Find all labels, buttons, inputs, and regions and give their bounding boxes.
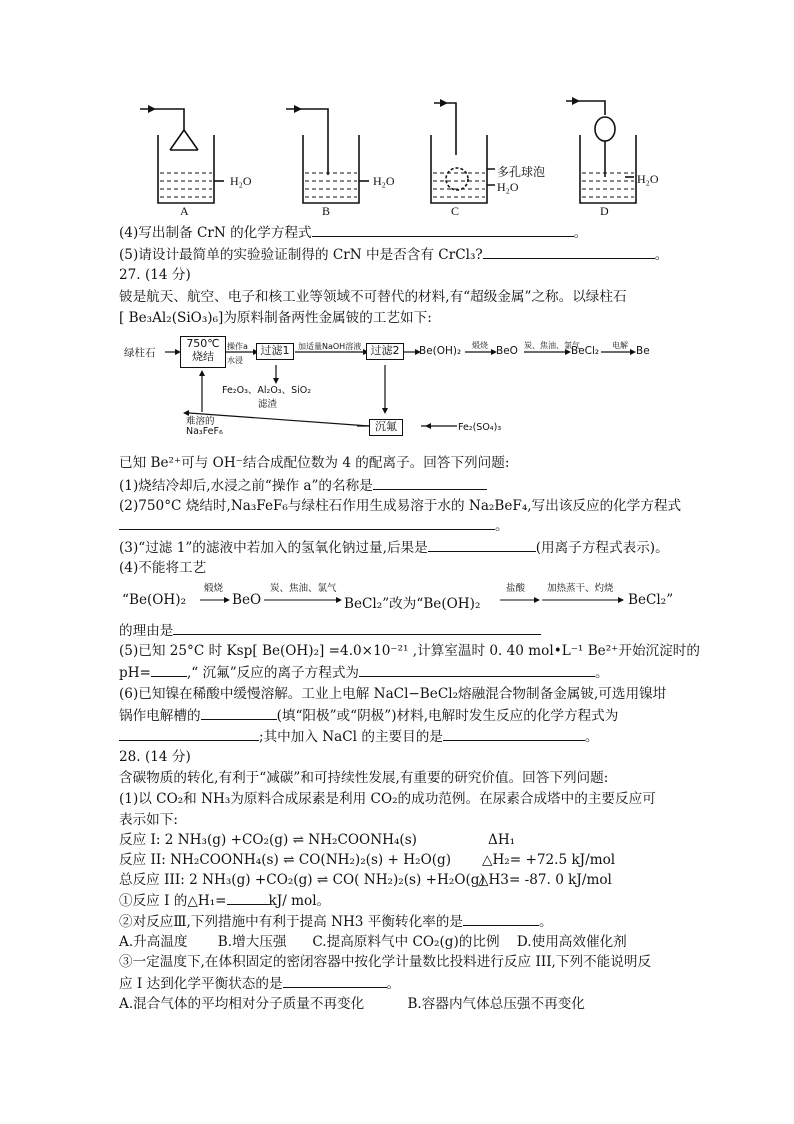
answer-blank[interactable]	[227, 891, 269, 905]
answer-blank[interactable]	[463, 912, 539, 926]
answer-blank[interactable]	[119, 727, 259, 741]
q28-s3-options: A.混合气体的平均相对分子质量不再变化 B.容器内气体总压强不再变化	[119, 996, 585, 1012]
flow-fe2so4: Fe₂(SO₄)₃	[458, 422, 502, 433]
q27-known: 已知 Be²⁺可与 OH⁻结合成配位数为 4 的配离子。回答下列问题:	[119, 455, 510, 471]
q27-q1-text: (1)烧结冷却后,水浸之前“操作 a”的名称是	[119, 478, 373, 494]
label-h2o-c: H₂O	[497, 180, 519, 194]
answer-blank[interactable]	[312, 223, 574, 237]
q28-s3-line2: 应 I 达到化学平衡状态的是 。	[119, 976, 401, 992]
q27-q4-reason-text: 的理由是	[119, 623, 174, 639]
eq-cl-cond: 炭、焦油、氯气	[270, 583, 337, 594]
flow-elec: 电解	[612, 341, 628, 350]
flow-start: 绿柱石	[124, 347, 156, 359]
q27-q6-line2	[119, 706, 618, 725]
q27-q3-suffix: (用离子方程式表示)。	[535, 540, 669, 556]
flow-calc: 煅烧	[472, 341, 488, 350]
flow-residue: Fe₂O₃、Al₂O₃、SiO₂	[222, 385, 312, 396]
q27-q1	[119, 476, 487, 495]
eq-calc: 煅烧	[204, 583, 224, 594]
label-d: D	[600, 204, 609, 218]
flow-naoh: 加适量NaOH溶液	[298, 342, 362, 351]
apparatus-figure	[120, 95, 640, 220]
eq-hcl: 盐酸	[506, 583, 526, 594]
q27-q3	[119, 538, 669, 557]
flow-water: 水浸	[227, 356, 243, 365]
flow-becl2: BeCl₂	[571, 345, 600, 357]
q28-header: 28. (14 分)	[119, 749, 191, 765]
eq-becl2-b: BeCl₂”	[628, 592, 674, 608]
label-a: A	[180, 204, 189, 218]
answer-blank[interactable]	[483, 245, 655, 259]
flow-insol: 难溶的	[186, 416, 215, 427]
q27-header: 27. (14 分)	[119, 267, 191, 283]
flow-filter2-box: 过滤2	[366, 343, 404, 360]
q28-s3: ③一定温度下,在体积固定的密闭容器中按化学计量数比投料进行反应 III,下列不能说明反	[119, 954, 652, 970]
q27-q6-text-3: ;其中加入 NaCl 的主要目的是	[259, 729, 443, 745]
answer-blank[interactable]	[173, 621, 541, 635]
q27-q6-text-2: (填“阳极”或“阴极”)材料,电解时发生反应的化学方程式为	[276, 708, 619, 724]
answer-blank[interactable]	[201, 706, 277, 720]
eq-beoh2-a: “Be(OH)₂	[122, 592, 187, 608]
q27-q5-text: ,“ 沉氟”反应的离子方程式为	[186, 665, 360, 681]
q28-q1: (1)以 CO₂和 NH₃为原料合成尿素是利用 CO₂的成功范例。在尿素合成塔中的主要反应可	[119, 791, 656, 807]
flow-na3fef6: Na₃FeF₆	[186, 426, 223, 437]
q28-s2-options: A.升高温度 B.增大压强 C.提高原料气中 CO₂(g)的比例 D.使用高效催化剂	[119, 934, 627, 950]
flow-be: Be	[636, 345, 650, 357]
eq-beo: BeO	[232, 592, 262, 608]
q28-s2: ②对反应Ⅲ,下列措施中有利于提高 NH3 平衡转化率的是 。	[119, 914, 553, 930]
label-h2o-b: H₂O	[373, 174, 395, 188]
label-h2o-d: H₂O	[637, 172, 659, 186]
q26-q5: (5)请设计最简单的实验验证制得的 CrN 中是否含有 CrCl₃? 。	[119, 247, 669, 263]
q28-s2-text: ②对反应Ⅲ,下列措施中有利于提高 NH3 平衡转化率的是	[119, 914, 463, 930]
q27-q3-text: (3)“过滤 1”的滤液中若加入的氢氧化钠过量,后果是	[119, 540, 428, 556]
answer-blank[interactable]	[373, 476, 487, 490]
q26-q4-text: (4)写出制备 CrN 的化学方程式	[119, 225, 312, 241]
q27-q6-text-1: 锅作电解槽的	[119, 708, 201, 724]
q26-q4: (4)写出制备 CrN 的化学方程式 。	[119, 225, 588, 241]
label-b: B	[322, 204, 331, 218]
q26-q5-text: (5)请设计最简单的实验验证制得的 CrN 中是否含有 CrCl₃?	[119, 247, 483, 263]
eq-evap: 加热蒸干、灼烧	[547, 583, 614, 594]
label-h2o-a: H₂O	[230, 174, 252, 188]
q28-s1	[119, 891, 330, 910]
flow-sinter-box: 750℃ 烧结	[180, 336, 226, 368]
flow-beoh2: Be(OH)₂	[419, 345, 462, 357]
q28-r2: 反应 II: NH₂COONH₄(s) ⇌ CO(NH₂)₂(s) + H₂O(g)	[119, 852, 452, 868]
flow-filter1-box: 过滤1	[256, 343, 294, 360]
q27-q2: (2)750°C 烧结时,Na₃FeF₆与绿柱石作用生成易溶于水的 Na₂BeF₄,写出该反应的化学方程式	[119, 498, 682, 514]
q27-q5-line2: pH= ,“ 沉氟”反应的离子方程式为 。	[119, 665, 609, 681]
q28-q1b: 表示如下:	[119, 812, 178, 828]
eq-arrows	[122, 580, 682, 616]
q28-s1-unit: kJ/ mol。	[268, 893, 331, 909]
label-c: C	[451, 204, 460, 218]
q28-intro: 含碳物质的转化,有利于“减碳”和可持续性发展,有重要的研究价值。回答下列问题:	[119, 770, 609, 786]
label-porous-bulb: 多孔球泡	[497, 165, 546, 179]
answer-blank[interactable]	[151, 663, 187, 677]
q28-r3: 总反应 III: 2 NH₃(g) +CO₂(g) ⇌ CO( NH₂)₂(s) +H₂O(g)	[119, 872, 485, 888]
answer-blank[interactable]	[359, 663, 595, 677]
q28-s1-text: ①反应 I 的△H₁=	[119, 893, 227, 909]
q27-q6-line3: ;其中加入 NaCl 的主要目的是 。	[119, 727, 599, 746]
flow-residue2: 滤渣	[258, 399, 278, 410]
q28-r1h: ΔH₁	[488, 832, 516, 848]
q28-r3h: △H3= -87. 0 kJ/mol	[478, 872, 612, 888]
q27-q4: (4)不能将工艺	[119, 560, 207, 576]
q28-r2h: △H₂= +72.5 kJ/mol	[482, 852, 616, 868]
answer-blank[interactable]	[119, 516, 495, 530]
flow-precip-box: 沉氟	[369, 419, 403, 436]
q27-intro-2: [ Be₃Al₂(SiO₃)₆]为原料制备两性金属铍的工艺如下:	[119, 310, 432, 326]
q27-q4-reason	[119, 621, 541, 640]
answer-blank[interactable]	[428, 538, 536, 552]
q28-s3-text: 应 I 达到化学平衡状态的是	[119, 976, 283, 992]
q27-q4-equation	[122, 580, 682, 616]
flow-op-a: 操作a	[227, 342, 248, 351]
eq-becl2-a: BeCl₂”改为“Be(OH)₂	[344, 596, 481, 612]
q27-q5-ph: pH=	[119, 665, 151, 681]
q27-q5: (5)已知 25°C 时 Ksp[ Be(OH)₂] =4.0×10⁻²¹ ,计算室温时 0. 40 mol•L⁻¹ Be²⁺开始沉淀时的	[119, 643, 700, 659]
q27-q2-line: 。	[119, 516, 509, 535]
q28-r1: 反应 I: 2 NH₃(g) +CO₂(g) ⇌ NH₂COONH₄(s)	[119, 832, 417, 848]
answer-blank[interactable]	[283, 974, 387, 988]
answer-blank[interactable]	[443, 727, 585, 741]
q27-intro-1: 铍是航天、航空、电子和核工业等领域不可替代的材料,有“超级金属”之称。以绿柱石	[119, 289, 627, 305]
q27-q6: (6)已知镍在稀酸中缓慢溶解。工业上电解 NaCl−BeCl₂熔融混合物制备金属铍,可选用镍坩	[119, 686, 667, 702]
flow-beo: BeO	[496, 345, 518, 357]
flow-cl-cond: 炭、焦油、氯气	[524, 341, 580, 350]
